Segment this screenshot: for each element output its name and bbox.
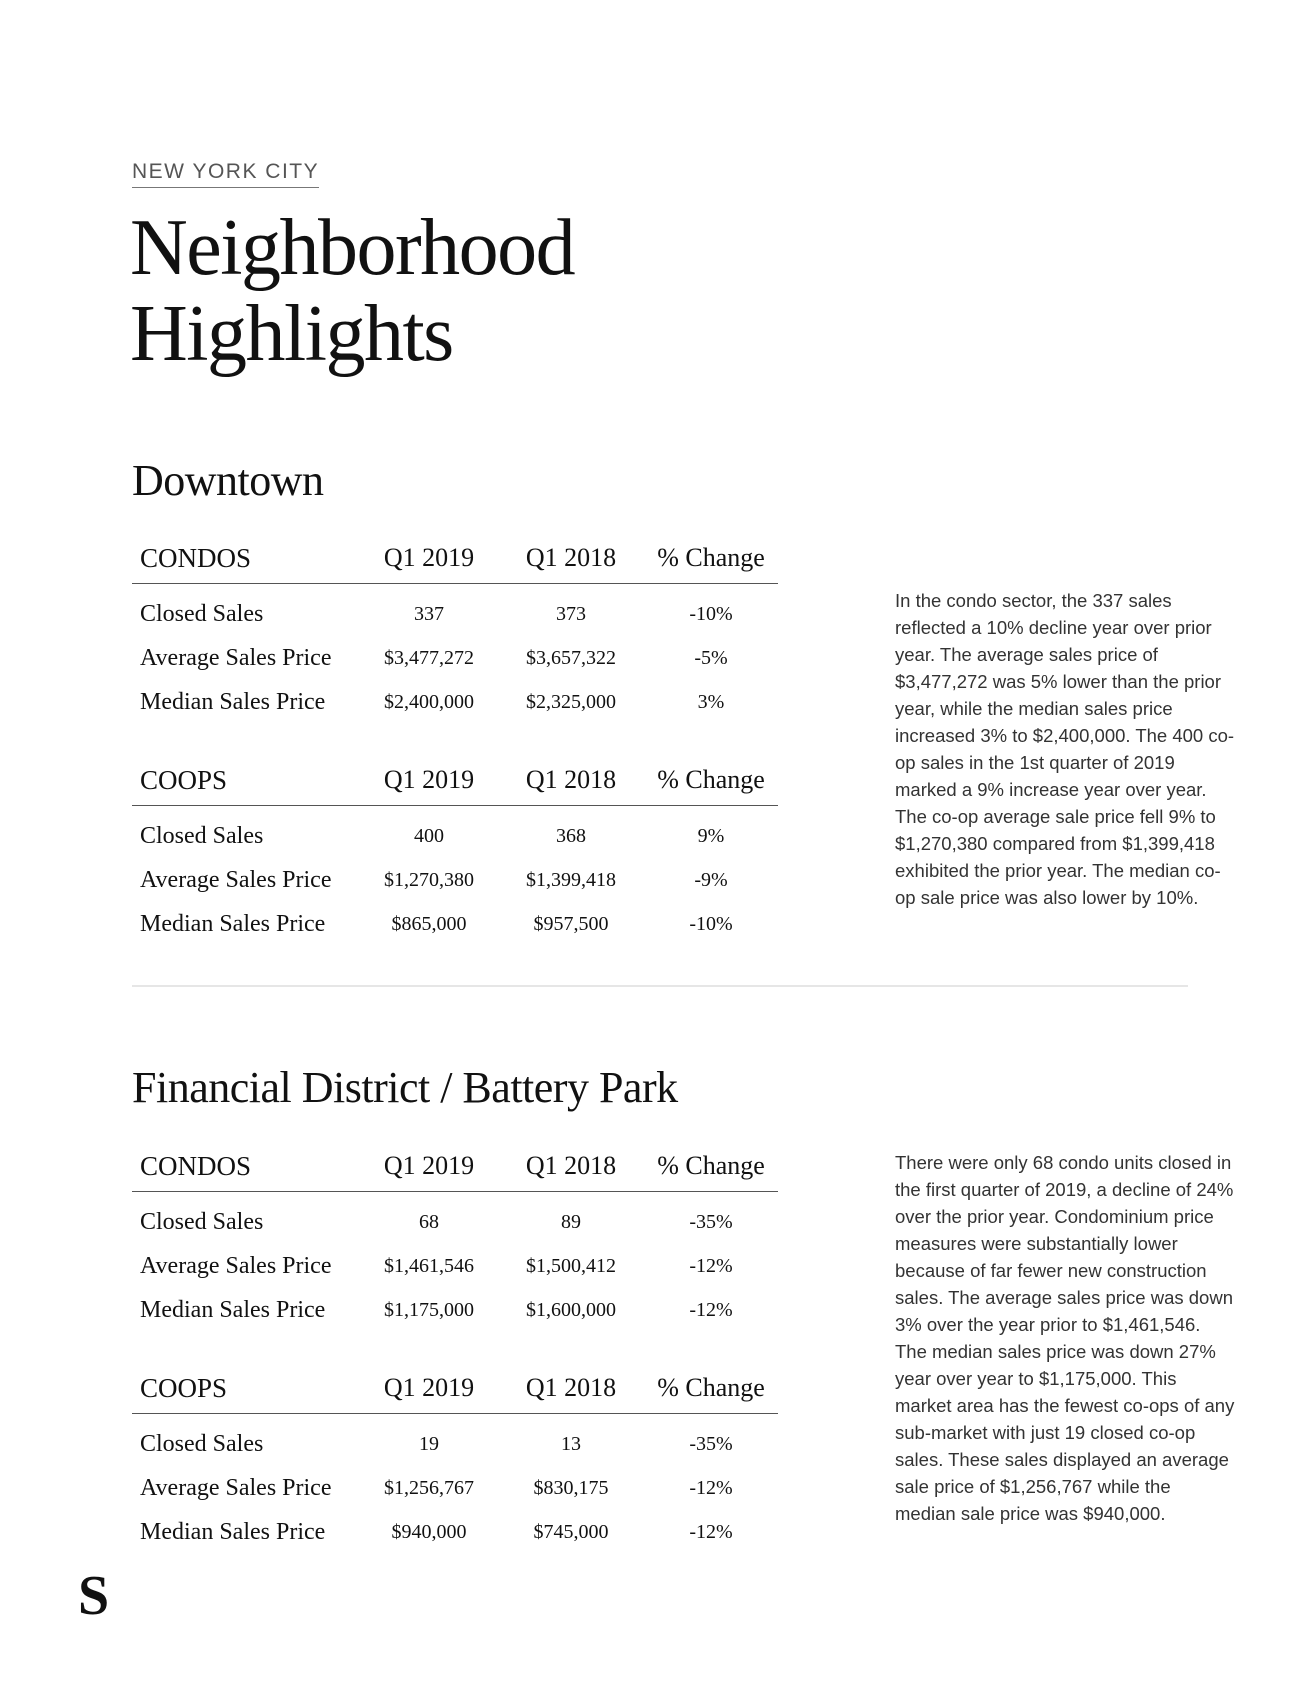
- table-row: [132, 814, 778, 858]
- row-value: 337: [414, 603, 444, 625]
- row-label: Median Sales Price: [140, 1297, 326, 1323]
- row-label: Median Sales Price: [140, 689, 326, 715]
- table-header-cell: % Change: [657, 1151, 765, 1180]
- row-value: $865,000: [391, 913, 467, 935]
- brand-logo: S: [78, 1565, 110, 1627]
- row-value: $3,477,272: [384, 647, 474, 669]
- row-value: $3,657,322: [526, 647, 616, 669]
- row-value: $1,600,000: [526, 1299, 616, 1321]
- table-row: [132, 858, 778, 902]
- section-divider: [132, 985, 1188, 987]
- row-value: $2,325,000: [526, 691, 616, 713]
- row-label: Average Sales Price: [140, 1253, 332, 1279]
- page-title: [130, 205, 574, 377]
- fidi-summary-text: There were only 68 condo units closed in the first quarter of 2019, a decline of 24% over the prior year. Condominium price measures were substantially lower because of far fewer new construction sales. The average sales price was down 3% over the year prior to $1,461,546. The median sales price was down 27% year over year to $1,175,000. This market area has the fewest co-ops of any sub-market with just 19 closed co-op sales. These sales displayed an average sale price of $1,256,767 while the median sale price was $940,000.: [895, 1152, 1235, 1524]
- table-header-cell: Q1 2019: [383, 1373, 475, 1402]
- table-header: [132, 755, 778, 806]
- row-value: 368: [556, 825, 586, 847]
- table-row: [132, 1510, 778, 1554]
- row-value: 400: [414, 825, 444, 847]
- table-row: [132, 1244, 778, 1288]
- row-value: $1,399,418: [526, 869, 616, 891]
- row-change: -12%: [689, 1477, 733, 1499]
- section-title-downtown: Downtown: [132, 456, 324, 505]
- table-row: [132, 1288, 778, 1332]
- row-value: 19: [419, 1433, 439, 1455]
- row-label: Closed Sales: [140, 823, 264, 849]
- table-header-cell: % Change: [657, 1373, 765, 1402]
- row-value: $1,461,546: [384, 1255, 474, 1277]
- row-label: Median Sales Price: [140, 1519, 326, 1545]
- row-value: 89: [561, 1211, 581, 1233]
- row-change: 9%: [697, 825, 725, 847]
- row-change: -35%: [689, 1433, 733, 1455]
- row-value: $2,400,000: [384, 691, 474, 713]
- row-label: Median Sales Price: [140, 911, 326, 937]
- table-row: [132, 1422, 778, 1466]
- row-change: -9%: [694, 869, 728, 891]
- row-label: Average Sales Price: [140, 867, 332, 893]
- fidi-coops-table: [132, 1363, 778, 1554]
- table-row: [132, 636, 778, 680]
- table-row: [132, 1466, 778, 1510]
- row-value: $830,175: [533, 1477, 609, 1499]
- row-value: $940,000: [391, 1521, 467, 1543]
- table-header-cell: CONDOS: [140, 1151, 252, 1181]
- table-header-cell: % Change: [657, 543, 765, 572]
- row-value: $1,175,000: [384, 1299, 474, 1321]
- table-header-cell: CONDOS: [140, 543, 252, 573]
- table-header: [132, 533, 778, 584]
- row-change: -12%: [689, 1521, 733, 1543]
- row-change: 3%: [697, 691, 725, 713]
- table-header-cell: Q1 2019: [383, 765, 475, 794]
- table-header-cell: Q1 2018: [525, 1373, 617, 1402]
- row-change: -35%: [689, 1211, 733, 1233]
- row-change: -10%: [689, 603, 733, 625]
- table-header: [132, 1141, 778, 1192]
- fidi-condos-table: [132, 1141, 778, 1332]
- table-row: [132, 902, 778, 946]
- table-header-cell: Q1 2018: [525, 765, 617, 794]
- row-value: 13: [561, 1433, 581, 1455]
- page-title-line-2: Highlights: [130, 290, 453, 378]
- table-header-cell: Q1 2018: [525, 543, 617, 572]
- row-change: -12%: [689, 1255, 733, 1277]
- table-header-cell: Q1 2019: [383, 1151, 475, 1180]
- row-change: -12%: [689, 1299, 733, 1321]
- downtown-coops-table: [132, 755, 778, 946]
- table-header-cell: COOPS: [140, 1373, 228, 1403]
- row-value: 68: [419, 1211, 439, 1233]
- downtown-condos-table: [132, 533, 778, 724]
- section-title-financial-district: Financial District / Battery Park: [132, 1063, 678, 1112]
- row-value: $1,270,380: [384, 869, 474, 891]
- row-value: $745,000: [533, 1521, 609, 1543]
- table-row: [132, 592, 778, 636]
- row-change: -10%: [689, 913, 733, 935]
- table-header: [132, 1363, 778, 1414]
- row-label: Closed Sales: [140, 1209, 264, 1235]
- table-header-cell: % Change: [657, 765, 765, 794]
- row-value: $1,500,412: [526, 1255, 616, 1277]
- table-header-cell: Q1 2019: [383, 543, 475, 572]
- section-eyebrow: NEW YORK CITY: [132, 160, 319, 188]
- table-header-cell: Q1 2018: [525, 1151, 617, 1180]
- row-value: 373: [556, 603, 586, 625]
- row-value: $957,500: [533, 913, 609, 935]
- downtown-summary-text: In the condo sector, the 337 sales reflected a 10% decline year over prior year. The average sales price of $3,477,272 was 5% lower than the prior year, while the median sales price increased 3% to $2,400,000. The 400 co-op sales in the 1st quarter of 2019 marked a 9% increase year over year. The co-op average sale price fell 9% to $1,270,380 compared from $1,399,418 exhibited the prior year. The median co-op sale price was also lower by 10%.: [895, 590, 1235, 908]
- row-value: $1,256,767: [384, 1477, 474, 1499]
- table-row: [132, 1200, 778, 1244]
- page-title-line-1: Neighborhood: [130, 204, 575, 292]
- row-label: Closed Sales: [140, 1431, 264, 1457]
- table-row: [132, 680, 778, 724]
- row-label: Average Sales Price: [140, 645, 332, 671]
- row-label: Closed Sales: [140, 601, 264, 627]
- row-label: Average Sales Price: [140, 1475, 332, 1501]
- row-change: -5%: [694, 647, 728, 669]
- table-header-cell: COOPS: [140, 765, 228, 795]
